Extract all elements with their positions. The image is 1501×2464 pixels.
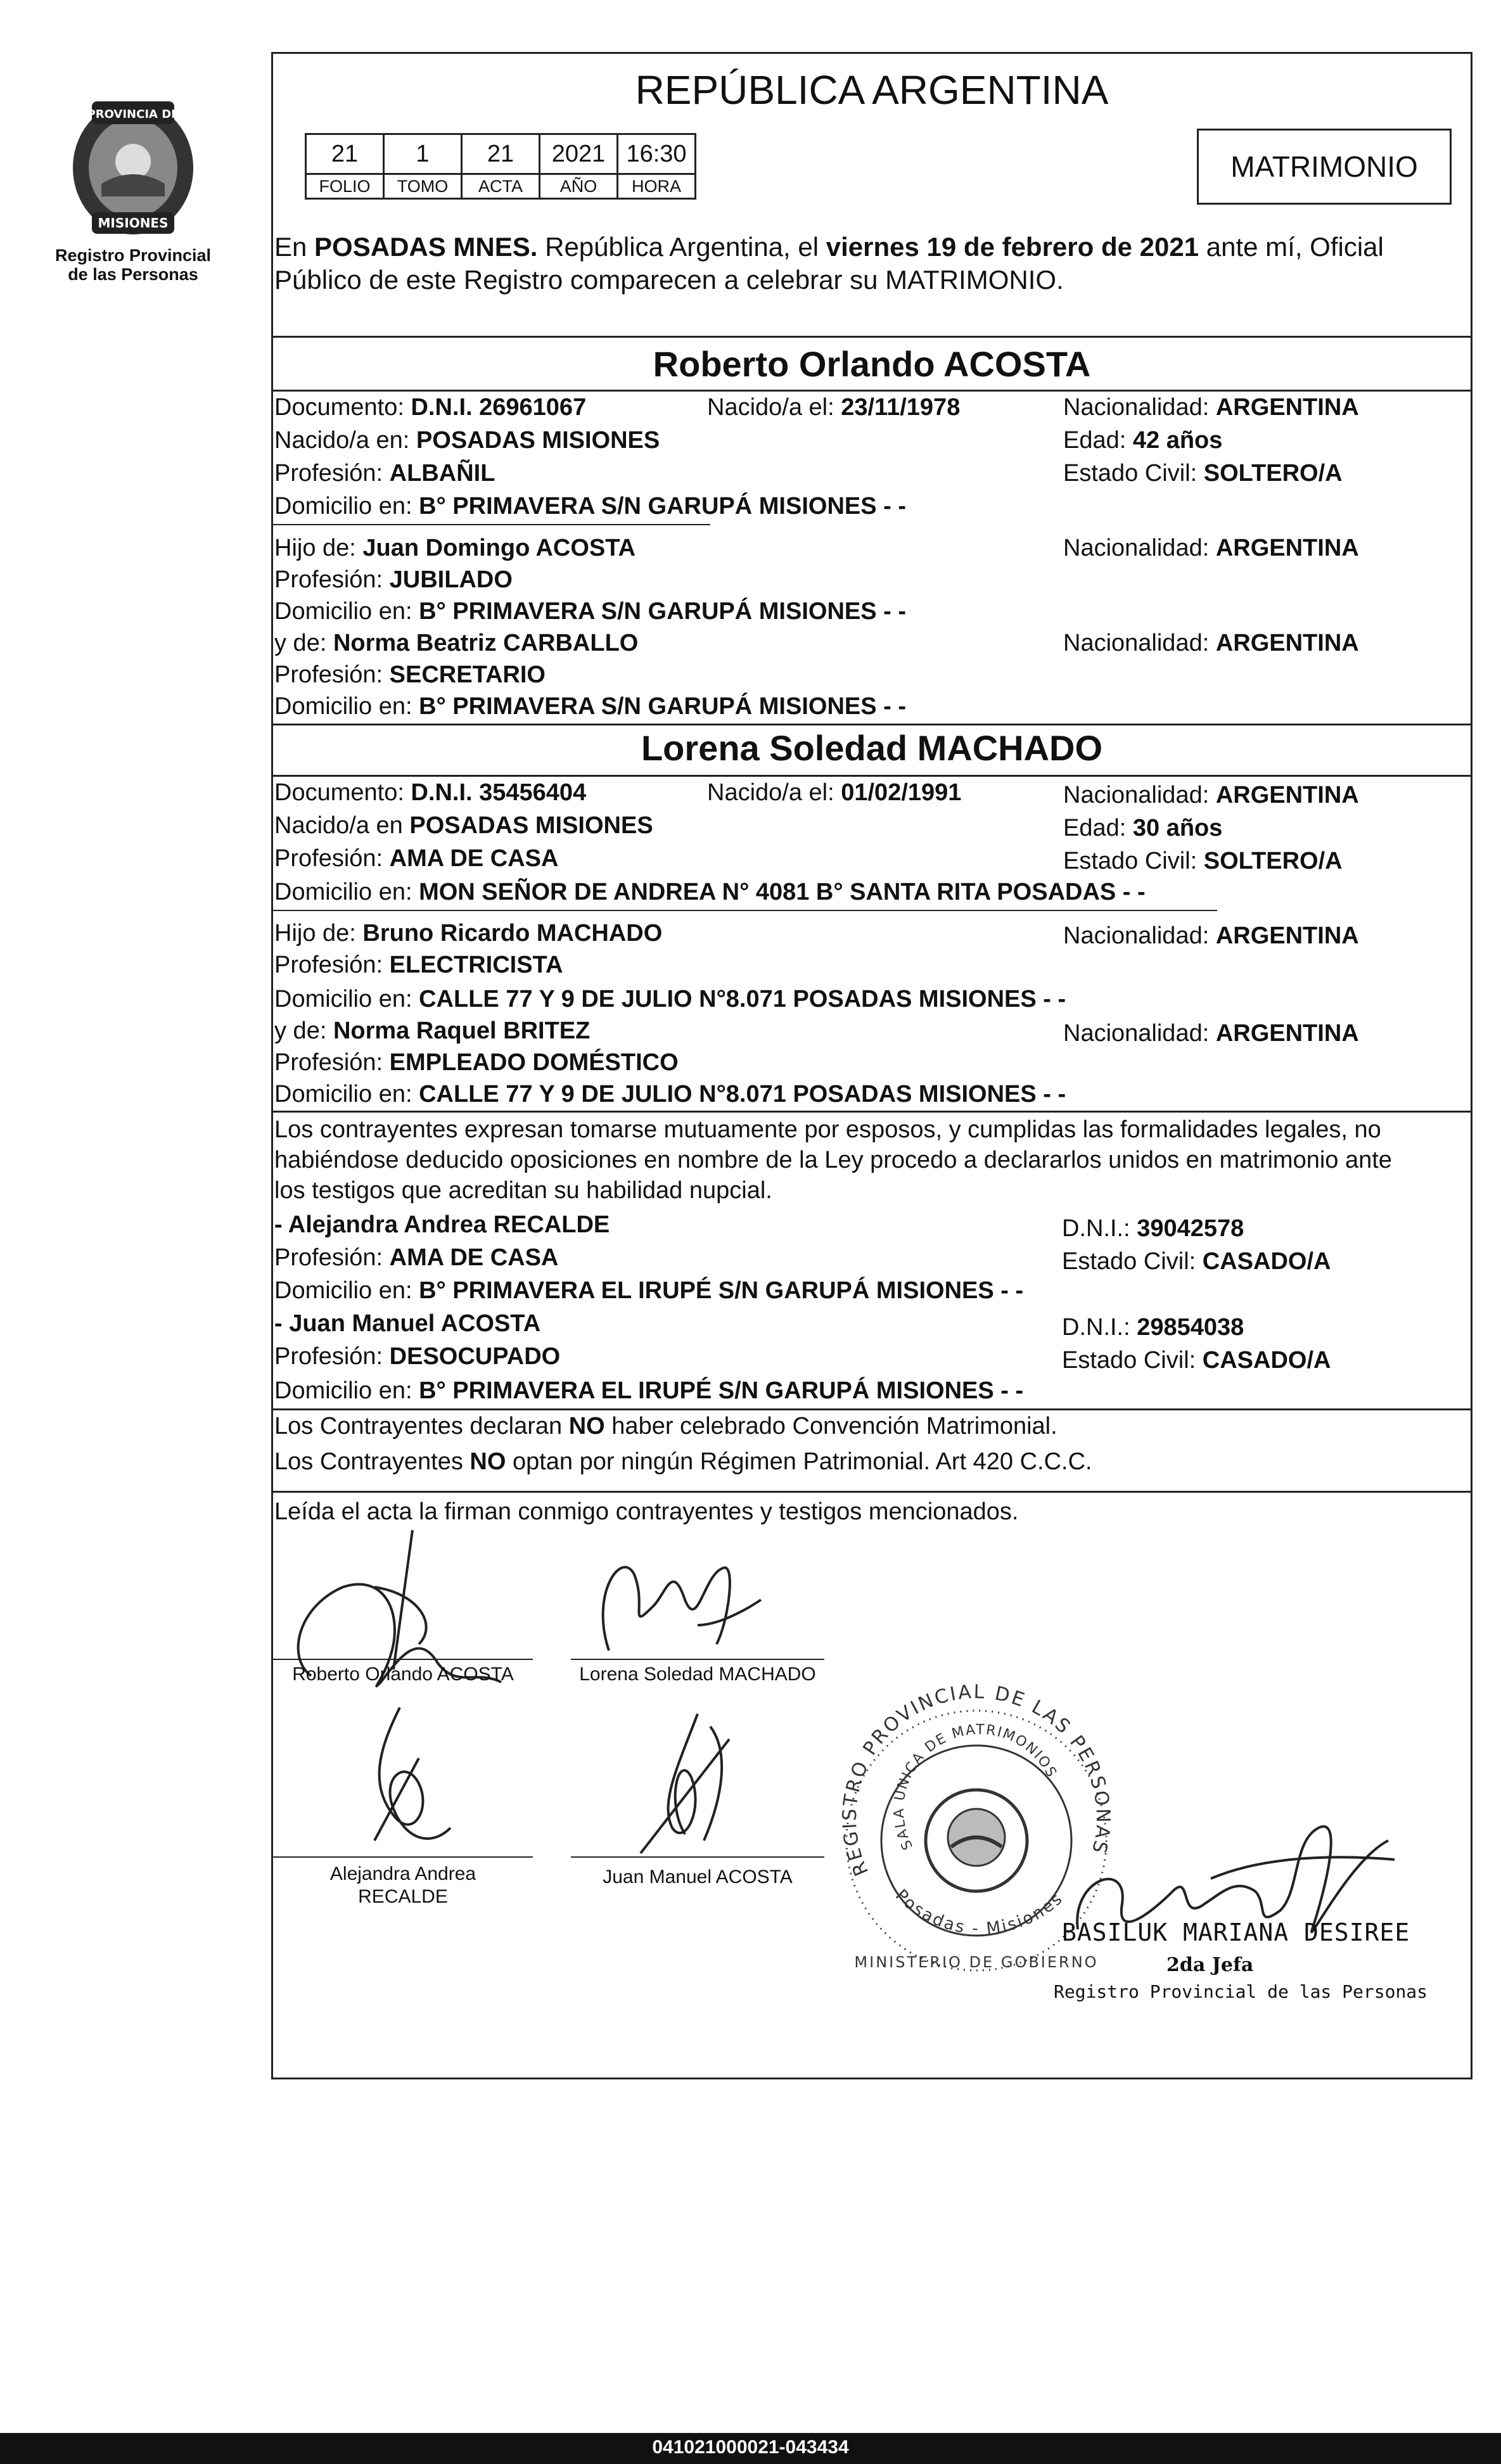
- field-value: 29854038: [1137, 1314, 1244, 1341]
- folio-label: FOLIO: [306, 174, 384, 199]
- convention-emphasis: NO: [568, 1413, 605, 1439]
- witness-2-name: [274, 1309, 540, 1338]
- field-label: Domicilio en:: [274, 598, 412, 625]
- witness-1-domicilio: [274, 1276, 1023, 1305]
- field-label: Profesión:: [274, 845, 383, 872]
- divider: [273, 775, 1471, 777]
- groom-edad: [1063, 426, 1222, 455]
- divider: [273, 524, 710, 525]
- seal-inner-text: SALA UNICA DE MATRIMONIOS: [891, 1721, 1060, 1853]
- divider: [273, 336, 1471, 338]
- bride-mother-name: [274, 1016, 590, 1045]
- field-value: DESOCUPADO: [389, 1343, 561, 1370]
- field-value: AMA DE CASA: [389, 1244, 559, 1271]
- field-value: 23/11/1978: [841, 394, 961, 421]
- groom-mother-profesion: [274, 660, 546, 689]
- field-value: POSADAS MISIONES: [416, 427, 660, 454]
- field-label: Profesión:: [274, 952, 383, 978]
- field-label: Domicilio en:: [274, 693, 412, 720]
- field-label: Nacido/a en: [274, 812, 403, 839]
- intro-text: ante mí, Oficial: [1206, 232, 1384, 262]
- field-label: Estado Civil:: [1062, 1248, 1196, 1275]
- logo-text-line: Registro Provincial: [54, 246, 212, 265]
- groom-father-name: [274, 533, 636, 563]
- field-value: ARGENTINA: [1215, 782, 1359, 808]
- divider: [273, 1491, 1471, 1493]
- bride-nacionalidad: [1063, 781, 1359, 810]
- witness-1-profesion: [274, 1243, 558, 1272]
- bride-name: Lorena Soledad MACHADO: [641, 728, 1103, 768]
- groom-profesion: [274, 459, 495, 488]
- caption-line: Alejandra Andrea: [329, 1863, 476, 1884]
- field-value: B° PRIMAVERA EL IRUPÉ S/N GARUPÁ MISIONES - -: [419, 1377, 1024, 1404]
- convention-text: Los Contrayentes: [274, 1448, 463, 1475]
- witness-2-estado-civil: [1062, 1346, 1331, 1375]
- field-label: Nacionalidad:: [1063, 922, 1210, 949]
- svg-text:PROVINCIA DE: PROVINCIA DE: [87, 108, 179, 121]
- bride-edad: [1063, 814, 1222, 843]
- field-value: 42 años: [1132, 427, 1223, 454]
- document-title: REPÚBLICA ARGENTINA: [635, 67, 1109, 113]
- field-value: CASADO/A: [1202, 1248, 1331, 1275]
- field-value: ARGENTINA: [1215, 394, 1359, 421]
- intro-text: República Argentina, el: [545, 232, 819, 262]
- field-value: B° PRIMAVERA EL IRUPÉ S/N GARUPÁ MISIONES - -: [419, 1277, 1024, 1304]
- bride-domicilio: [274, 878, 1146, 907]
- field-label: D.N.I.:: [1062, 1215, 1130, 1242]
- field-label: Documento:: [274, 394, 404, 421]
- field-value: - Alejandra Andrea RECALDE: [274, 1211, 610, 1238]
- bride-estado-civil: [1063, 846, 1343, 876]
- anio-label: AÑO: [540, 174, 618, 199]
- field-label: Estado Civil:: [1062, 1347, 1196, 1374]
- intro-date: viernes 19 de febrero de 2021: [826, 232, 1199, 262]
- convention-line-1: [274, 1412, 1057, 1441]
- field-value: AMA DE CASA: [389, 845, 559, 872]
- groom-mother-name: [274, 629, 638, 658]
- declaration-line-3: los testigos que acreditan su habilidad nupcial.: [274, 1177, 772, 1204]
- groom-signature-caption: Roberto Orlando ACOSTA: [292, 1664, 514, 1685]
- field-label: Estado Civil:: [1063, 460, 1198, 487]
- field-value: D.N.I. 26961067: [411, 394, 587, 421]
- bride-father-nacionalidad: [1063, 921, 1359, 950]
- witness-1-estado-civil: [1062, 1247, 1331, 1276]
- witness-1-signature-icon: [324, 1695, 489, 1860]
- field-label: Profesión:: [274, 566, 383, 593]
- witness-1-dni: [1062, 1214, 1244, 1243]
- bride-father-domicilio: [274, 985, 1066, 1014]
- groom-father-domicilio: [274, 597, 906, 626]
- bride-mother-domicilio: [274, 1080, 1066, 1109]
- acta-type-box: MATRIMONIO: [1197, 129, 1452, 205]
- hora-label: HORA: [618, 174, 696, 199]
- acta-label: ACTA: [462, 174, 540, 199]
- declaration-line-1: Los contrayentes expresan tomarse mutuamente por esposos, y cumplidas las formalidades legales, no: [274, 1116, 1381, 1143]
- divider: [273, 390, 1471, 392]
- bride-mother-nacionalidad: [1063, 1019, 1359, 1048]
- intro-place: POSADAS MNES.: [314, 232, 538, 262]
- convention-text: optan por ningún Régimen Patrimonial. Art 420 C.C.C.: [512, 1448, 1092, 1475]
- intro-line-1: [274, 233, 1384, 262]
- field-label: Profesión:: [274, 460, 383, 487]
- official-name: BASILUK MARIANA DESIREE: [1062, 1918, 1410, 1946]
- anio-value: 2021: [540, 134, 618, 174]
- field-value: ARGENTINA: [1215, 535, 1359, 561]
- seal-ministry-text: MINISTERIO DE GOBIERNO: [854, 1953, 1099, 1971]
- witness-2-signature-line: [571, 1856, 824, 1858]
- hora-value: 16:30: [618, 134, 696, 174]
- svg-text:MISIONES: MISIONES: [98, 215, 169, 231]
- divider: [273, 1408, 1471, 1410]
- bride-father-profesion: [274, 950, 563, 980]
- field-value: CASADO/A: [1202, 1347, 1331, 1374]
- witness-2-signature-icon: [603, 1701, 767, 1866]
- field-label: Domicilio en:: [274, 879, 412, 905]
- groom-nacido-el: [707, 393, 960, 422]
- bride-signature-caption: Lorena Soledad MACHADO: [579, 1664, 816, 1685]
- bride-profesion: [274, 844, 558, 873]
- groom-documento: [274, 393, 586, 422]
- field-value: CALLE 77 Y 9 DE JULIO N°8.071 POSADAS MISIONES - -: [419, 986, 1066, 1012]
- certificate-frame: [271, 52, 1472, 2079]
- field-value: EMPLEADO DOMÉSTICO: [389, 1049, 679, 1076]
- field-value: ARGENTINA: [1215, 922, 1359, 949]
- field-value: B° PRIMAVERA S/N GARUPÁ MISIONES - -: [419, 493, 906, 520]
- field-label: Nacionalidad:: [1063, 782, 1210, 808]
- bride-signature-line: [571, 1659, 824, 1660]
- field-label: Domicilio en:: [274, 1277, 412, 1304]
- field-label: Estado Civil:: [1063, 848, 1198, 874]
- convention-text: Los Contrayentes declaran: [274, 1413, 563, 1439]
- svg-text:Posadas - Misiones: [891, 1886, 1067, 1939]
- field-label: Nacido/a el:: [707, 394, 834, 421]
- tomo-value: 1: [384, 134, 462, 174]
- field-label: Nacionalidad:: [1063, 535, 1210, 561]
- witness-1-signature-caption: [273, 1863, 533, 1908]
- field-value: ELECTRICISTA: [389, 952, 563, 978]
- field-value: Juan Domingo ACOSTA: [362, 535, 636, 561]
- registry-logo-text: [38, 246, 228, 284]
- document-barcode-number: 041021000021-043434: [652, 2437, 849, 2458]
- groom-domicilio: [274, 492, 906, 521]
- witness-1-signature-line: [273, 1856, 533, 1858]
- field-label: Profesión:: [274, 1244, 383, 1271]
- convention-line-2: [274, 1447, 1092, 1476]
- witness-2-dni: [1062, 1313, 1244, 1342]
- witness-2-domicilio: [274, 1376, 1023, 1405]
- field-label: Documento:: [274, 779, 404, 806]
- bride-father-name: [274, 919, 662, 948]
- field-label: Nacido/a en:: [274, 427, 410, 454]
- groom-nacido-en: [274, 426, 660, 455]
- tomo-label: TOMO: [384, 174, 462, 199]
- divider: [273, 724, 1471, 725]
- bride-signature-icon: [571, 1524, 774, 1669]
- bride-documento: [274, 778, 586, 807]
- field-value: ARGENTINA: [1215, 1020, 1359, 1047]
- field-value: CALLE 77 Y 9 DE JULIO N°8.071 POSADAS MISIONES - -: [419, 1081, 1066, 1108]
- field-label: y de:: [274, 630, 327, 656]
- official-office: Registro Provincial de las Personas: [1054, 1981, 1428, 2002]
- caption-line: RECALDE: [358, 1886, 448, 1907]
- field-label: D.N.I.:: [1062, 1314, 1130, 1341]
- seal-bottom-text: Posadas - Misiones: [891, 1886, 1068, 1939]
- field-label: Domicilio en:: [274, 493, 412, 520]
- witness-1-name: [274, 1210, 610, 1239]
- bride-mother-profesion: [274, 1048, 679, 1077]
- field-label: Profesión:: [274, 1343, 383, 1370]
- field-value: 30 años: [1132, 815, 1223, 841]
- bride-nacido-en: [274, 811, 653, 840]
- field-label: Profesión:: [274, 661, 383, 688]
- field-value: 39042578: [1137, 1215, 1244, 1242]
- field-value: ARGENTINA: [1215, 630, 1359, 656]
- field-value: Bruno Ricardo MACHADO: [362, 920, 663, 947]
- field-value: B° PRIMAVERA S/N GARUPÁ MISIONES - -: [419, 693, 906, 720]
- groom-father-profesion: [274, 565, 513, 594]
- field-value: B° PRIMAVERA S/N GARUPÁ MISIONES - -: [419, 598, 906, 625]
- field-label: Edad:: [1063, 815, 1127, 841]
- field-label: Edad:: [1063, 427, 1127, 454]
- logo-text-line: de las Personas: [68, 265, 198, 284]
- field-value: MON SEÑOR DE ANDREA N° 4081 B° SANTA RITA POSADAS - -: [419, 879, 1146, 905]
- field-value: POSADAS MISIONES: [409, 812, 653, 839]
- groom-mother-domicilio: [274, 692, 906, 721]
- divider: [273, 1111, 1471, 1113]
- field-label: y de:: [274, 1018, 327, 1044]
- divider: [273, 910, 1217, 911]
- field-label: Domicilio en:: [274, 1377, 412, 1404]
- field-value: - Juan Manuel ACOSTA: [274, 1310, 541, 1337]
- folio-value: 21: [306, 134, 384, 174]
- field-value: Norma Raquel BRITEZ: [333, 1018, 591, 1044]
- reading-statement: Leída el acta la firman conmigo contrayentes y testigos mencionados.: [274, 1498, 1019, 1525]
- field-label: Domicilio en:: [274, 1081, 412, 1108]
- field-value: 01/02/1991: [841, 779, 962, 806]
- groom-mother-nacionalidad: [1063, 629, 1359, 658]
- field-value: SOLTERO/A: [1203, 460, 1343, 487]
- acta-value: 21: [462, 134, 540, 174]
- groom-estado-civil: [1063, 459, 1343, 488]
- registry-logo: [38, 89, 228, 284]
- official-role: 2da Jefa: [1166, 1954, 1254, 1976]
- field-label: Profesión:: [274, 1049, 383, 1076]
- witness-2-signature-caption: Juan Manuel ACOSTA: [603, 1867, 793, 1887]
- convention-emphasis: NO: [469, 1448, 506, 1475]
- groom-father-nacionalidad: [1063, 533, 1359, 563]
- groom-nacionalidad: [1063, 393, 1359, 422]
- convention-text: haber celebrado Convención Matrimonial.: [611, 1413, 1057, 1439]
- field-label: Hijo de:: [274, 920, 356, 947]
- intro-line-2: Público de este Registro comparecen a celebrar su MATRIMONIO.: [274, 265, 1064, 295]
- registry-table: [305, 133, 696, 200]
- intro-text: En: [274, 232, 307, 262]
- seal-outer-text: REGISTRO PROVINCIAL DE LAS PERSONAS: [838, 1682, 1115, 1879]
- field-label: Nacionalidad:: [1063, 1020, 1210, 1047]
- field-value: Norma Beatriz CARBALLO: [333, 630, 639, 656]
- provincia-misiones-emblem-icon: [57, 89, 209, 241]
- declaration-line-2: habiéndose deducido oposiciones en nombre de la Ley procedo a declararlos unidos en matrimonio ante: [274, 1147, 1392, 1173]
- field-label: Domicilio en:: [274, 986, 412, 1012]
- field-value: SOLTERO/A: [1203, 848, 1343, 874]
- field-label: Nacido/a el:: [707, 779, 834, 806]
- bride-nacido-el: [707, 778, 961, 807]
- groom-name: Roberto Orlando ACOSTA: [653, 344, 1091, 384]
- field-label: Nacionalidad:: [1063, 394, 1210, 421]
- groom-signature-line: [273, 1659, 533, 1660]
- field-value: D.N.I. 35456404: [411, 779, 587, 806]
- field-value: JUBILADO: [389, 566, 513, 593]
- field-label: Hijo de:: [274, 535, 356, 561]
- witness-2-profesion: [274, 1342, 560, 1371]
- field-value: SECRETARIO: [389, 661, 546, 688]
- field-value: ALBAÑIL: [389, 460, 495, 487]
- field-label: Nacionalidad:: [1063, 630, 1210, 656]
